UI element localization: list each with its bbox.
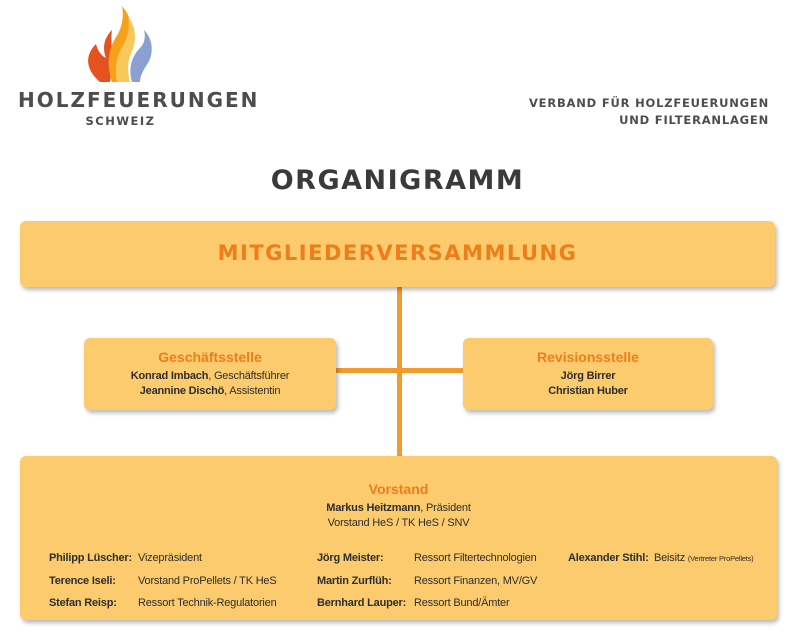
president-role: , Präsident	[420, 502, 471, 514]
member-name: Bernhard Lauper:	[317, 597, 407, 609]
member-name: Martin Zurflüh:	[317, 575, 392, 587]
president-name: Markus Heitzmann	[326, 502, 421, 514]
flame-icon	[84, 4, 154, 84]
office-title: Geschäftsstelle	[158, 349, 262, 365]
member-note: (Vertreter ProPellets)	[687, 554, 754, 563]
member-role: Vorstand ProPellets / TK HeS	[138, 575, 277, 587]
board-member	[49, 597, 277, 609]
person-name: Jeannine Dischö	[139, 385, 225, 397]
association-line-2: UND FILTERANLAGEN	[619, 113, 769, 127]
member-name: Stefan Reisp:	[49, 597, 117, 609]
member-role: Vizepräsident	[138, 552, 202, 564]
member-role: Ressort Finanzen, MV/GV	[414, 575, 538, 587]
person-role: , Assistentin	[224, 385, 281, 397]
logo-name: HOLZFEUERUNGEN	[18, 88, 260, 112]
board-header	[20, 481, 777, 531]
office-person	[84, 369, 336, 384]
member-name: Philipp Lüscher:	[49, 552, 132, 564]
audit-person	[463, 384, 713, 399]
person-name: Christian Huber	[548, 385, 628, 397]
member-role: Ressort Filtertechnologien	[414, 552, 537, 564]
person-role: , Geschäftsführer	[208, 370, 290, 382]
board-box	[20, 456, 777, 620]
board-member	[49, 575, 277, 587]
person-name: Konrad Imbach	[130, 370, 209, 382]
association-name	[529, 95, 769, 129]
board-member	[317, 552, 537, 564]
member-role: Ressort Technik-Regulatorien	[138, 597, 277, 609]
member-name: Terence Iseli:	[49, 575, 116, 587]
president-memberships: Vorstand HeS / TK HeS / SNV	[327, 517, 470, 529]
person-name: Jörg Birrer	[560, 370, 616, 382]
office-box	[84, 338, 336, 410]
assembly-box	[20, 221, 775, 287]
member-role: Beisitz	[654, 552, 685, 564]
board-member	[317, 575, 537, 587]
board-member	[49, 552, 202, 564]
board-member	[568, 552, 753, 564]
audit-title: Revisionsstelle	[537, 349, 639, 365]
member-name: Jörg Meister:	[317, 552, 384, 564]
board-president	[20, 501, 777, 516]
member-name: Alexander Stihl:	[568, 552, 649, 564]
logo	[18, 4, 260, 129]
connector-horizontal	[336, 368, 463, 373]
audit-person	[463, 369, 713, 384]
audit-box	[463, 338, 713, 410]
page-title: ORGANIGRAMM	[270, 165, 525, 196]
association-line-1: VERBAND FÜR HOLZFEUERUNGEN	[528, 96, 769, 110]
board-member	[317, 597, 509, 609]
logo-subtitle: SCHWEIZ	[85, 114, 156, 128]
board-title: Vorstand	[368, 481, 429, 497]
office-person	[84, 384, 336, 399]
member-role: Ressort Bund/Ämter	[414, 597, 510, 609]
assembly-label: MITGLIEDERVERSAMMLUNG	[217, 241, 578, 265]
